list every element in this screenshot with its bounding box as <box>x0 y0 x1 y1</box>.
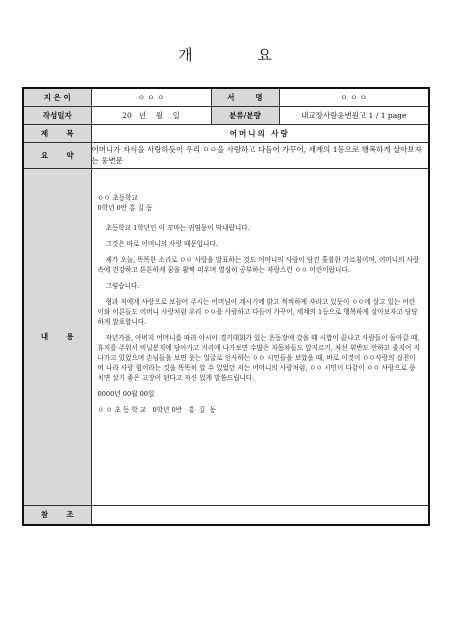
content-date: 0000년 00월 00일 <box>97 389 155 398</box>
content-paragraph: 제가 오늘, 똑똑한 소리로 ㅇㅇ 사랑을 발표하는 것도 어머니의 사랑이 담긴 훌륭한 가르침이며, 어머니의 사랑 속에 건강하고 튼튼하게 꿈을 활짝 피우며 열심히 공부하는 자랑스런 ㅇㅇ 어린이랍니다. <box>97 255 420 274</box>
summary-label: 요 약 <box>23 142 91 168</box>
content-body <box>92 169 429 505</box>
page-title: 개 요 <box>178 46 302 64</box>
summary-row <box>23 142 429 168</box>
reference-value <box>91 505 429 525</box>
signature-value: ㅇ ㅇ ㅇ <box>279 88 429 106</box>
content-paragraph: 초등학교 1학년인 이 꼬마는 귀염둥이 막내랍니다. <box>105 223 250 232</box>
category-label: 분류/분량 <box>211 106 279 124</box>
content-student: 0학년 0반 홍 길 동 <box>97 203 153 212</box>
signature-label: 서 명 <box>211 88 279 106</box>
content-paragraph: 형과 저에게 사랑으로 보듬어 주시는 어머님이 계시기에 밝고 씩씩하게 자라고 있듯이 ㅇㅇ에 살고 있는 어린이와 어른들도 어머니 사랑처럼 우리 ㅇㅇ을 사랑하고 다듬어 가꾸어, 세계의 1등으로 행복하게 살아보자고 당당하게 발표합니다. <box>97 297 418 326</box>
content-paragraph: 그렇습니다. <box>105 281 140 290</box>
date-value: 20 년 월 일 <box>91 106 211 124</box>
reference-row <box>23 505 429 525</box>
content-cell <box>91 168 429 505</box>
date-label: 작성일자 <box>23 106 91 124</box>
content-paragraph: 작년가을, 아버지 어머니를 따라 아시아 경기대회가 있는 운동장에 갔을 때 시합이 끝나고 사람들이 돌아갈 때, 휴지를 주워서 비닐봉지에 담아가고 거리에 나가보면 수많은 자동차들도 앞지르기, 차선 위반도 안하고 줄지어 지나가고 있었으며 손님들을 보면 웃는 얼굴로 인사하는 ㅇㅇ 시민들을 보았을 때, 바로 이것이 ㅇㅇ사랑의 실천이며 나라 사랑 힘이라는 것을 똑똑히 알 수 있었던 저는 어머니의 사랑처럼, ㅇㅇ 시민이 다같이 ㅇㅇ 사랑으로 뭉치면 살기 좋은 고장이 된다고 자신 있게 말씀드립니다. <box>97 333 420 382</box>
date-row <box>23 106 429 124</box>
author-label: 지 은 이 <box>23 88 91 106</box>
author-row <box>23 88 429 106</box>
summary-text: 어머니가 자식을 사랑하듯이 우리 ㅇㅇ을 사랑하고 다듬어 가꾸어, 세계의 1등으로 행복하게 살아보자는 웅변문 <box>91 142 429 168</box>
outline-form <box>22 87 430 526</box>
title-label: 제 목 <box>23 124 91 142</box>
reference-label: 참 조 <box>23 505 91 525</box>
author-value: ㅇ ㅇ ㅇ <box>91 88 211 106</box>
document-title: 어머니의 사랑 <box>91 124 429 142</box>
content-school: ㅇㅇ 초등학교 <box>97 193 138 202</box>
category-value: 내교장사랑웅변원고 1 / 1 page <box>279 106 429 124</box>
content-paragraph: 그것은 바로 어머니의 사랑 때문입니다. <box>105 239 218 248</box>
title-row <box>23 124 429 142</box>
content-row <box>23 168 429 505</box>
content-label: 내 용 <box>23 168 91 505</box>
content-signature: ㅇ ㅇ 초 등 학 교 0학년 0반 홍 길 동 <box>97 405 216 414</box>
